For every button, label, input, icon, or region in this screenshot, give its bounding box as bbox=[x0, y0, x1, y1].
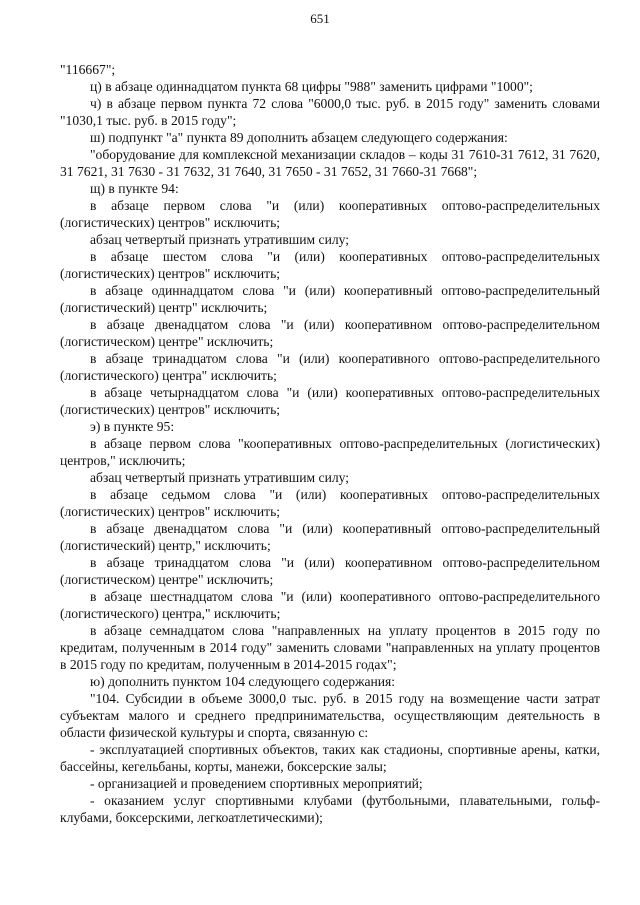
paragraph: в абзаце тринадцатом слова "и (или) кооперативном оптово-распределительном (логистическом) центре" исключить; bbox=[60, 555, 600, 587]
paragraph: в абзаце шестнадцатом слова "и (или) кооперативного оптово-распределительного (логистического) центра," исключить; bbox=[60, 589, 600, 621]
paragraph: в абзаце первом слова "и (или) кооперативных оптово-распределительных (логистических) центров" исключить; bbox=[60, 198, 600, 230]
paragraph: щ) в пункте 94: bbox=[90, 181, 179, 196]
paragraph: в абзаце четырнадцатом слова "и (или) кооперативных оптово-распределительных (логистических) центров" исключить; bbox=[60, 385, 600, 417]
paragraph: ц) в абзаце одиннадцатом пункта 68 цифры "988" заменить цифрами "1000"; bbox=[90, 79, 533, 94]
document-body bbox=[60, 61, 600, 826]
paragraph: абзац четвертый признать утратившим силу; bbox=[90, 232, 350, 247]
paragraph: - эксплуатацией спортивных объектов, таких как стадионы, спортивные арены, катки, бассейны, кегельбаны, корты, манежи, боксерские залы; bbox=[60, 742, 600, 774]
paragraph: в абзаце семнадцатом слова "направленных на уплату процентов в 2015 году по кредитам, полученным в 2014 году" заменить словами "направленных на уплату процентов в 2015 году по кредитам, полученным в 2014-2015 годах"; bbox=[60, 623, 600, 672]
paragraph: "104. Субсидии в объеме 3000,0 тыс. руб. в 2015 году на возмещение части затрат субъектам малого и среднего предпринимательства, осуществляющим деятельность в области физической культуры и спорта, связанную с: bbox=[60, 691, 600, 740]
paragraph: ч) в абзаце первом пункта 72 слова "6000,0 тыс. руб. в 2015 году" заменить словами "1030,1 тыс. руб. в 2015 году"; bbox=[60, 96, 600, 128]
paragraph: - организацией и проведением спортивных мероприятий; bbox=[90, 776, 423, 791]
paragraph: ш) подпункт "а" пункта 89 дополнить абзацем следующего содержания: bbox=[90, 130, 508, 145]
paragraph: в абзаце седьмом слова "и (или) кооперативных оптово-распределительных (логистических) центров" исключить; bbox=[60, 487, 600, 519]
paragraph: - оказанием услуг спортивными клубами (футбольными, плавательными, гольф-клубами, боксерскими, легкоатлетическими); bbox=[60, 793, 600, 825]
paragraph: "116667"; bbox=[60, 62, 116, 77]
paragraph: в абзаце первом слова "кооперативных оптово-распределительных (логистических) центров," исключить; bbox=[60, 436, 600, 468]
paragraph: в абзаце двенадцатом слова "и (или) кооперативном оптово-распределительном (логистическом) центре" исключить; bbox=[60, 317, 600, 349]
paragraph: в абзаце шестом слова "и (или) кооперативных оптово-распределительных (логистических) центров" исключить; bbox=[60, 249, 600, 281]
paragraph: абзац четвертый признать утратившим силу; bbox=[90, 470, 350, 485]
paragraph: в абзаце одиннадцатом слова "и (или) кооперативный оптово-распределительный (логистический) центр" исключить; bbox=[60, 283, 600, 315]
paragraph: э) в пункте 95: bbox=[90, 419, 175, 434]
page-number: 651 bbox=[310, 11, 330, 26]
paragraph: в абзаце тринадцатом слова "и (или) кооперативного оптово-распределительного (логистического) центра" исключить; bbox=[60, 351, 600, 383]
paragraph: ю) дополнить пунктом 104 следующего содержания: bbox=[90, 674, 396, 689]
paragraph: в абзаце двенадцатом слова "и (или) кооперативный оптово-распределительный (логистический) центр," исключить; bbox=[60, 521, 600, 553]
paragraph: "оборудование для комплексной механизации складов – коды 31 7610-31 7612, 31 7620, 31 7621, 31 7630 - 31 7632, 31 7640, 31 7650 - 31 7652, 31 7660-31 7668"; bbox=[60, 147, 600, 179]
